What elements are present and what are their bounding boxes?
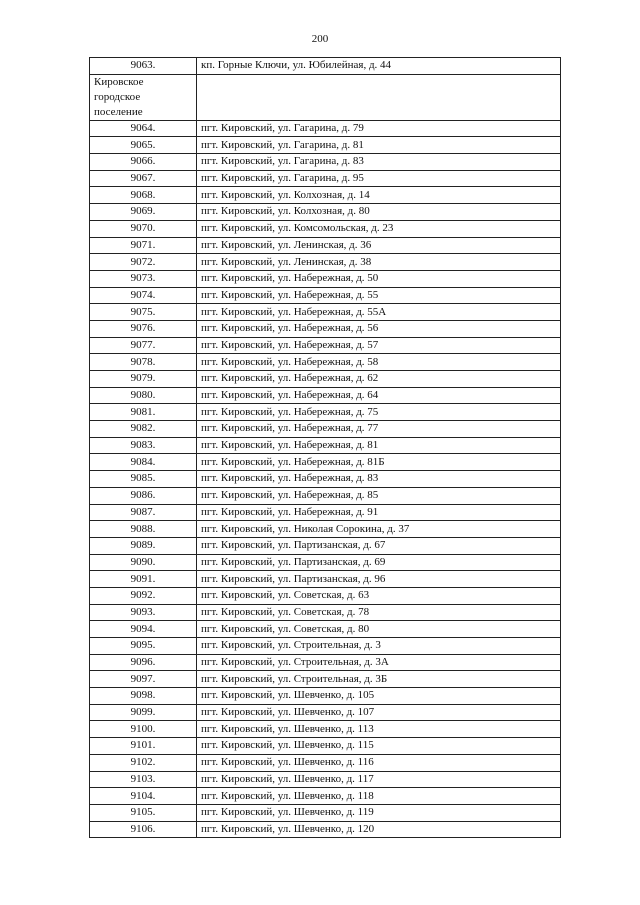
table-row — [90, 237, 561, 254]
table-row — [90, 654, 561, 671]
table-row — [90, 487, 561, 504]
row-address: пгт. Кировский, ул. Набережная, д. 83 — [197, 471, 561, 488]
table-row — [90, 154, 561, 171]
row-address: пгт. Кировский, ул. Набережная, д. 81Б — [197, 454, 561, 471]
row-number: 9093. — [90, 604, 197, 621]
table-row — [90, 721, 561, 738]
row-address: пгт. Кировский, ул. Набережная, д. 91 — [197, 504, 561, 521]
table-row — [90, 337, 561, 354]
row-address: пгт. Кировский, ул. Набережная, д. 57 — [197, 337, 561, 354]
row-address: пгт. Кировский, ул. Набережная, д. 50 — [197, 270, 561, 287]
row-address: пгт. Кировский, ул. Партизанская, д. 96 — [197, 571, 561, 588]
row-number: 9063. — [90, 58, 197, 75]
table-row — [90, 220, 561, 237]
row-number: 9089. — [90, 537, 197, 554]
table-row — [90, 738, 561, 755]
group-label-line: городское — [94, 90, 141, 103]
row-number: 9094. — [90, 621, 197, 638]
row-number: 9076. — [90, 320, 197, 337]
table-row — [90, 58, 561, 75]
row-address: пгт. Кировский, ул. Шевченко, д. 113 — [197, 721, 561, 738]
row-number: 9091. — [90, 571, 197, 588]
row-address: кп. Горные Ключи, ул. Юбилейная, д. 44 — [197, 58, 561, 75]
row-number: 9084. — [90, 454, 197, 471]
row-number: 9072. — [90, 254, 197, 271]
table-row — [90, 821, 561, 838]
row-address: пгт. Кировский, ул. Набережная, д. 77 — [197, 421, 561, 438]
group-header-row — [90, 74, 561, 120]
row-address: пгт. Кировский, ул. Партизанская, д. 69 — [197, 554, 561, 571]
table-row — [90, 187, 561, 204]
row-address: пгт. Кировский, ул. Набережная, д. 58 — [197, 354, 561, 371]
table-row — [90, 671, 561, 688]
page-number: 200 — [311, 33, 329, 45]
row-number: 9068. — [90, 187, 197, 204]
row-number: 9074. — [90, 287, 197, 304]
row-address: пгт. Кировский, ул. Гагарина, д. 81 — [197, 137, 561, 154]
row-address: пгт. Кировский, ул. Набережная, д. 55 — [197, 287, 561, 304]
address-table — [89, 57, 561, 838]
row-number: 9083. — [90, 437, 197, 454]
row-address: пгт. Кировский, ул. Комсомольская, д. 23 — [197, 220, 561, 237]
row-number: 9079. — [90, 371, 197, 388]
table-row — [90, 404, 561, 421]
row-address: пгт. Кировский, ул. Колхозная, д. 14 — [197, 187, 561, 204]
table-row — [90, 604, 561, 621]
row-address: пгт. Кировский, ул. Советская, д. 63 — [197, 587, 561, 604]
row-address: пгт. Кировский, ул. Шевченко, д. 115 — [197, 738, 561, 755]
table-row — [90, 788, 561, 805]
table-row — [90, 137, 561, 154]
row-number: 9070. — [90, 220, 197, 237]
row-number: 9067. — [90, 170, 197, 187]
row-number: 9101. — [90, 738, 197, 755]
row-address: пгт. Кировский, ул. Партизанская, д. 67 — [197, 537, 561, 554]
row-number: 9096. — [90, 654, 197, 671]
row-address: пгт. Кировский, ул. Набережная, д. 81 — [197, 437, 561, 454]
row-address: пгт. Кировский, ул. Советская, д. 80 — [197, 621, 561, 638]
row-number: 9066. — [90, 154, 197, 171]
table-row — [90, 170, 561, 187]
table-row — [90, 804, 561, 821]
row-number: 9086. — [90, 487, 197, 504]
row-address: пгт. Кировский, ул. Набережная, д. 55А — [197, 304, 561, 321]
row-number: 9097. — [90, 671, 197, 688]
row-number: 9105. — [90, 804, 197, 821]
row-address: пгт. Кировский, ул. Шевченко, д. 107 — [197, 704, 561, 721]
row-address: пгт. Кировский, ул. Шевченко, д. 120 — [197, 821, 561, 838]
table-row — [90, 688, 561, 705]
table-row — [90, 471, 561, 488]
table-row — [90, 621, 561, 638]
row-number: 9069. — [90, 204, 197, 221]
table-row — [90, 571, 561, 588]
table-row — [90, 287, 561, 304]
group-empty-cell — [197, 74, 561, 120]
row-address: пгт. Кировский, ул. Строительная, д. 3 — [197, 638, 561, 655]
row-number: 9090. — [90, 554, 197, 571]
table-row — [90, 754, 561, 771]
row-number: 9087. — [90, 504, 197, 521]
table-row — [90, 254, 561, 271]
settlement-group-label — [90, 74, 197, 120]
row-address: пгт. Кировский, ул. Шевченко, д. 119 — [197, 804, 561, 821]
row-number: 9085. — [90, 471, 197, 488]
row-number: 9073. — [90, 270, 197, 287]
row-address: пгт. Кировский, ул. Строительная, д. 3А — [197, 654, 561, 671]
row-address: пгт. Кировский, ул. Шевченко, д. 105 — [197, 688, 561, 705]
row-number: 9071. — [90, 237, 197, 254]
row-number: 9100. — [90, 721, 197, 738]
row-number: 9106. — [90, 821, 197, 838]
group-label-line: поселение — [94, 105, 143, 118]
row-number: 9088. — [90, 521, 197, 538]
row-address: пгт. Кировский, ул. Шевченко, д. 117 — [197, 771, 561, 788]
group-label-line: Кировское — [94, 75, 144, 88]
table-row — [90, 704, 561, 721]
row-number: 9103. — [90, 771, 197, 788]
row-number: 9081. — [90, 404, 197, 421]
address-table-body — [90, 58, 561, 838]
table-row — [90, 587, 561, 604]
row-number: 9082. — [90, 421, 197, 438]
table-row — [90, 521, 561, 538]
table-row — [90, 454, 561, 471]
row-number: 9098. — [90, 688, 197, 705]
table-row — [90, 771, 561, 788]
table-row — [90, 554, 561, 571]
row-number: 9104. — [90, 788, 197, 805]
row-address: пгт. Кировский, ул. Ленинская, д. 38 — [197, 254, 561, 271]
row-address: пгт. Кировский, ул. Шевченко, д. 116 — [197, 754, 561, 771]
table-row — [90, 537, 561, 554]
row-address: пгт. Кировский, ул. Советская, д. 78 — [197, 604, 561, 621]
table-row — [90, 354, 561, 371]
table-row — [90, 638, 561, 655]
table-row — [90, 387, 561, 404]
row-number: 9064. — [90, 120, 197, 137]
row-number: 9078. — [90, 354, 197, 371]
row-address: пгт. Кировский, ул. Набережная, д. 56 — [197, 320, 561, 337]
row-address: пгт. Кировский, ул. Набережная, д. 64 — [197, 387, 561, 404]
row-number: 9102. — [90, 754, 197, 771]
table-row — [90, 270, 561, 287]
row-address: пгт. Кировский, ул. Ленинская, д. 36 — [197, 237, 561, 254]
row-address: пгт. Кировский, ул. Набережная, д. 75 — [197, 404, 561, 421]
table-row — [90, 371, 561, 388]
row-address: пгт. Кировский, ул. Гагарина, д. 83 — [197, 154, 561, 171]
table-row — [90, 204, 561, 221]
row-address: пгт. Кировский, ул. Шевченко, д. 118 — [197, 788, 561, 805]
row-number: 9099. — [90, 704, 197, 721]
row-number: 9077. — [90, 337, 197, 354]
row-address: пгт. Кировский, ул. Набережная, д. 62 — [197, 371, 561, 388]
table-row — [90, 320, 561, 337]
row-address: пгт. Кировский, ул. Гагарина, д. 95 — [197, 170, 561, 187]
row-number: 9092. — [90, 587, 197, 604]
row-address: пгт. Кировский, ул. Колхозная, д. 80 — [197, 204, 561, 221]
row-address: пгт. Кировский, ул. Набережная, д. 85 — [197, 487, 561, 504]
row-number: 9095. — [90, 638, 197, 655]
table-row — [90, 437, 561, 454]
row-address: пгт. Кировский, ул. Строительная, д. 3Б — [197, 671, 561, 688]
row-number: 9080. — [90, 387, 197, 404]
table-row — [90, 304, 561, 321]
row-address: пгт. Кировский, ул. Николая Сорокина, д. 37 — [197, 521, 561, 538]
table-row — [90, 120, 561, 137]
row-number: 9065. — [90, 137, 197, 154]
row-address: пгт. Кировский, ул. Гагарина, д. 79 — [197, 120, 561, 137]
table-row — [90, 504, 561, 521]
row-number: 9075. — [90, 304, 197, 321]
table-row — [90, 421, 561, 438]
